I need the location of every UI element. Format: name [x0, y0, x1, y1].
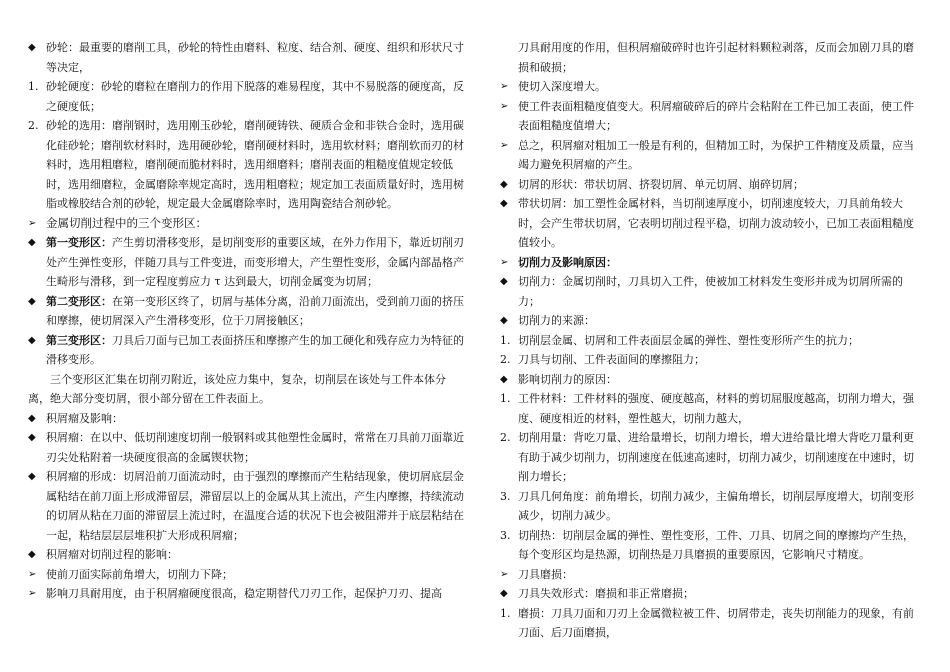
- list-item: [28, 545, 464, 565]
- item-text: 影响刀具耐用度，由于积屑瘤硬度很高，稳定期替代刀刃工作，起保护刀刃、提高: [46, 587, 442, 600]
- diamond-bullet-icon: ◆: [28, 549, 36, 560]
- list-item: [28, 409, 464, 429]
- diamond-bullet-icon: ◆: [500, 178, 508, 190]
- list-item: [500, 565, 920, 585]
- item-text: 刀具失效形式：磨损和非正常磨损；: [518, 587, 694, 600]
- list-item: [28, 77, 464, 116]
- list-item: [28, 467, 464, 545]
- diamond-bullet-icon: ◆: [28, 237, 36, 248]
- diamond-bullet-icon: ◆: [500, 315, 508, 326]
- diamond-bullet-icon: ◆: [28, 471, 36, 482]
- paragraph: [28, 370, 464, 409]
- item-text: 切屑的形状：带状切屑、挤裂切屑、单元切屑、崩碎切屑；: [518, 177, 804, 191]
- list-item: [500, 428, 920, 487]
- list-item: [28, 292, 464, 331]
- diamond-bullet-icon: ◆: [500, 588, 508, 599]
- arrow-bullet-icon: ➢: [500, 256, 509, 268]
- item-text: 使切入深度增大。: [518, 80, 606, 93]
- section-heading: 第一变形区：: [46, 236, 112, 249]
- paragraph-text: 三个变形区汇集在切削刃附近，该处应力集中，复杂，切削层在该处与工件本体分离，绝大部分变切屑，很小部分留在工件表面上。: [28, 372, 446, 405]
- list-number: 1.: [500, 333, 511, 347]
- section-title: 切削力及影响原因：: [518, 255, 617, 269]
- diamond-bullet-icon: ◆: [500, 373, 508, 385]
- arrow-bullet-icon: ➢: [500, 100, 509, 112]
- list-item: [500, 526, 920, 565]
- item-text: 刀具与切削、工件表面间的摩擦阻力；: [518, 353, 705, 366]
- diamond-bullet-icon: ◆: [500, 198, 508, 209]
- item-text: 积屑瘤及影响：: [46, 411, 123, 425]
- list-item: [500, 194, 920, 253]
- item-text: 影响切削力的原因：: [518, 372, 617, 386]
- list-item: [28, 214, 464, 234]
- list-item: [500, 272, 920, 311]
- list-item: [500, 175, 920, 195]
- list-item: [500, 136, 920, 175]
- list-item: [28, 116, 464, 214]
- list-item: [500, 604, 920, 643]
- list-item: [28, 584, 464, 604]
- list-item: [28, 233, 464, 292]
- arrow-bullet-icon: ➢: [500, 139, 509, 151]
- list-item: [500, 311, 920, 331]
- item-text: 总之，积屑瘤对粗加工一般是有利的，但精加工时，为保护工件精度及质量，应当竭力避免积屑瘤的产生。: [518, 138, 914, 171]
- list-item: [500, 38, 920, 77]
- list-number: 1.: [500, 606, 511, 620]
- item-text: 带状切屑：加工塑性金属材料，当切削速厚度小，切削速度较大，刀具前角较大时，会产生带状切屑，它表明切削过程平稳，切削力波动较小，已加工表面粗糙度值较小。: [518, 197, 914, 249]
- item-text: 切削用量：背吃刀量、进给量增长，切削力增长，增大进给量比增大背吃刀量利更有助于减少切削力，切削速度在低速高速时，切削力减少，切削速度在中速时，切削力增长；: [518, 431, 914, 483]
- item-text: 切削力的来源：: [518, 314, 595, 327]
- list-number: 2.: [28, 119, 39, 132]
- item-text: 在第一变形区终了，切屑与基体分离，沿前刀面流出，受到前刀面的挤压和摩擦，使切屑深入产生滑移变形，位于刀屑接触区；: [46, 294, 464, 327]
- item-text: 砂轮的选用：磨削钢时，选用刚玉砂轮，磨削硬铸铁、硬质合金和非铁合金时，选用碳化硅砂轮；磨削软材料时，选用硬砂轮，磨削硬材料时，选用软材料；磨削软而刃的材料时，选用粗磨粒，磨削硬而脆材料时，选用细磨料；磨削表面的粗糙度值规定较低时，选用细磨粒，金属磨除率规定高时，选用粗磨粒；规定加工表面质量好时，选用树脂或橡胶结合剂的砂轮，规定最大金属磨除率时，选用陶瓷结合剂砂轮。: [46, 119, 464, 210]
- item-text: 刀具几何角度：前角增长，切削力减少，主偏角增长，切削层厚度增大，切削变形减少，切削力减少。: [518, 489, 914, 522]
- diamond-bullet-icon: ◆: [28, 432, 36, 443]
- item-text: 积屑瘤的形成：切屑沿前刀面流动时，由于强烈的摩擦而产生粘结现象，使切屑底层金属粘结在前刀面上形成滞留层，滞留层以上的金属从其上流出，产生内摩擦，持续流动的切屑从粘在刀面的滞留层上流过时，在温度合适的状况下也会被阻滞并于底层粘结在一起，粘结层层层堆积扩大形成积屑瘤；: [46, 470, 464, 542]
- list-item: [28, 565, 464, 585]
- item-text: 磨损：刀具刀面和刀刃上金属微粒被工件、切屑带走，丧失切削能力的现象，有前刀面、后刀面磨损，: [518, 606, 914, 639]
- diamond-bullet-icon: ◆: [28, 295, 36, 307]
- item-text: 工件材料：工件材料的强度、硬度越高，材料的剪切屈服度越高，切削力增大，强度、硬度相近的材料，塑性越大，切削力越大，: [518, 392, 914, 425]
- list-item: [28, 38, 464, 77]
- item-text: 使前刀面实际前角增大，切削力下降；: [46, 567, 233, 581]
- item-text: 砂轮硬度：砂轮的磨粒在磨削力的作用下脱落的难易程度，其中不易脱落的硬度高，反之硬度低；: [46, 80, 464, 113]
- diamond-bullet-icon: ◆: [28, 334, 36, 346]
- item-text: 使工件表面粗糙度值变大。积屑瘤破碎后的碎片会粘附在工件已加工表面，使工件表面粗糙度值增大；: [518, 99, 914, 132]
- arrow-bullet-icon: ➢: [500, 568, 509, 580]
- section-title: 金属切削过程中的三个变形区：: [46, 215, 207, 230]
- list-item: [500, 97, 920, 136]
- left-column: [28, 38, 464, 604]
- item-text: 刀具耐用度的作用，但积屑瘤破碎时也许引起材料颗粒剥落，反而会加剧刀具的磨损和破损；: [518, 41, 914, 74]
- item-text: 刀具磨损：: [518, 567, 573, 581]
- list-number: 2.: [500, 431, 511, 444]
- section-heading: 第三变形区：: [46, 333, 112, 347]
- list-item: [500, 389, 920, 428]
- list-number: 3.: [500, 489, 511, 503]
- item-text: 切削层金属、切屑和工件表面层金属的弹性、塑性变形所产生的抗力；: [518, 333, 859, 347]
- list-number: 3.: [500, 528, 511, 542]
- item-text: 切削热：切削层金属的弹性、塑性变形，工件、刀具、切屑之间的摩擦均产生热，每个变形区均是热源，切削热是刀具磨损的重要原因，它影响尺寸精度。: [518, 528, 914, 561]
- arrow-bullet-icon: ➢: [28, 217, 37, 229]
- diamond-bullet-icon: ◆: [500, 276, 508, 287]
- item-text: 积屑瘤：在以中、低切削速度切削一般钢料或其他塑性金属时，常常在刀具前刀面靠近刃尖处粘附着一块硬度很高的金属锲状物；: [46, 431, 464, 464]
- arrow-bullet-icon: ➢: [28, 588, 37, 599]
- list-item: [500, 487, 920, 526]
- arrow-bullet-icon: ➢: [28, 568, 37, 580]
- item-text: 积屑瘤对切削过程的影响：: [46, 548, 178, 561]
- list-item: [500, 331, 920, 351]
- list-item: [500, 77, 920, 97]
- section-heading: 第二变形区：: [46, 294, 112, 308]
- item-text: 产生剪切滑移变形，是切削变形的重要区域，在外力作用下，靠近切削刃处产生弹性变形，伴随刀具与工件变进，而变形增大，产生塑性变形，金属内部晶格产生畸形与滑移，到一定程度剪应力 τ 达到最大，切削金属变为切屑；: [46, 236, 464, 288]
- list-item: [500, 350, 920, 370]
- right-column: [500, 38, 920, 643]
- list-number: 1.: [28, 80, 39, 93]
- item-text: 刀具后刀面与已加工表面挤压和摩擦产生的加工硬化和残存应力为特征的滑移变形。: [46, 333, 464, 366]
- diamond-bullet-icon: ◆: [28, 412, 36, 424]
- list-item: [28, 428, 464, 467]
- item-text: 砂轮：最重要的磨削工具，砂轮的特性由磨料、粒度、结合剂、硬度、组织和形状尺寸等决定，: [46, 41, 464, 74]
- list-item: [500, 584, 920, 604]
- list-number: 2.: [500, 353, 511, 366]
- item-text: 切削力：金属切削时，刀具切入工件，使被加工材料发生变形并成为切屑所需的力；: [518, 275, 903, 308]
- list-item: [28, 331, 464, 370]
- list-number: 1.: [500, 392, 511, 405]
- arrow-bullet-icon: ➢: [500, 81, 509, 92]
- list-item: [500, 253, 920, 273]
- diamond-bullet-icon: ◆: [28, 42, 36, 53]
- list-item: [500, 370, 920, 390]
